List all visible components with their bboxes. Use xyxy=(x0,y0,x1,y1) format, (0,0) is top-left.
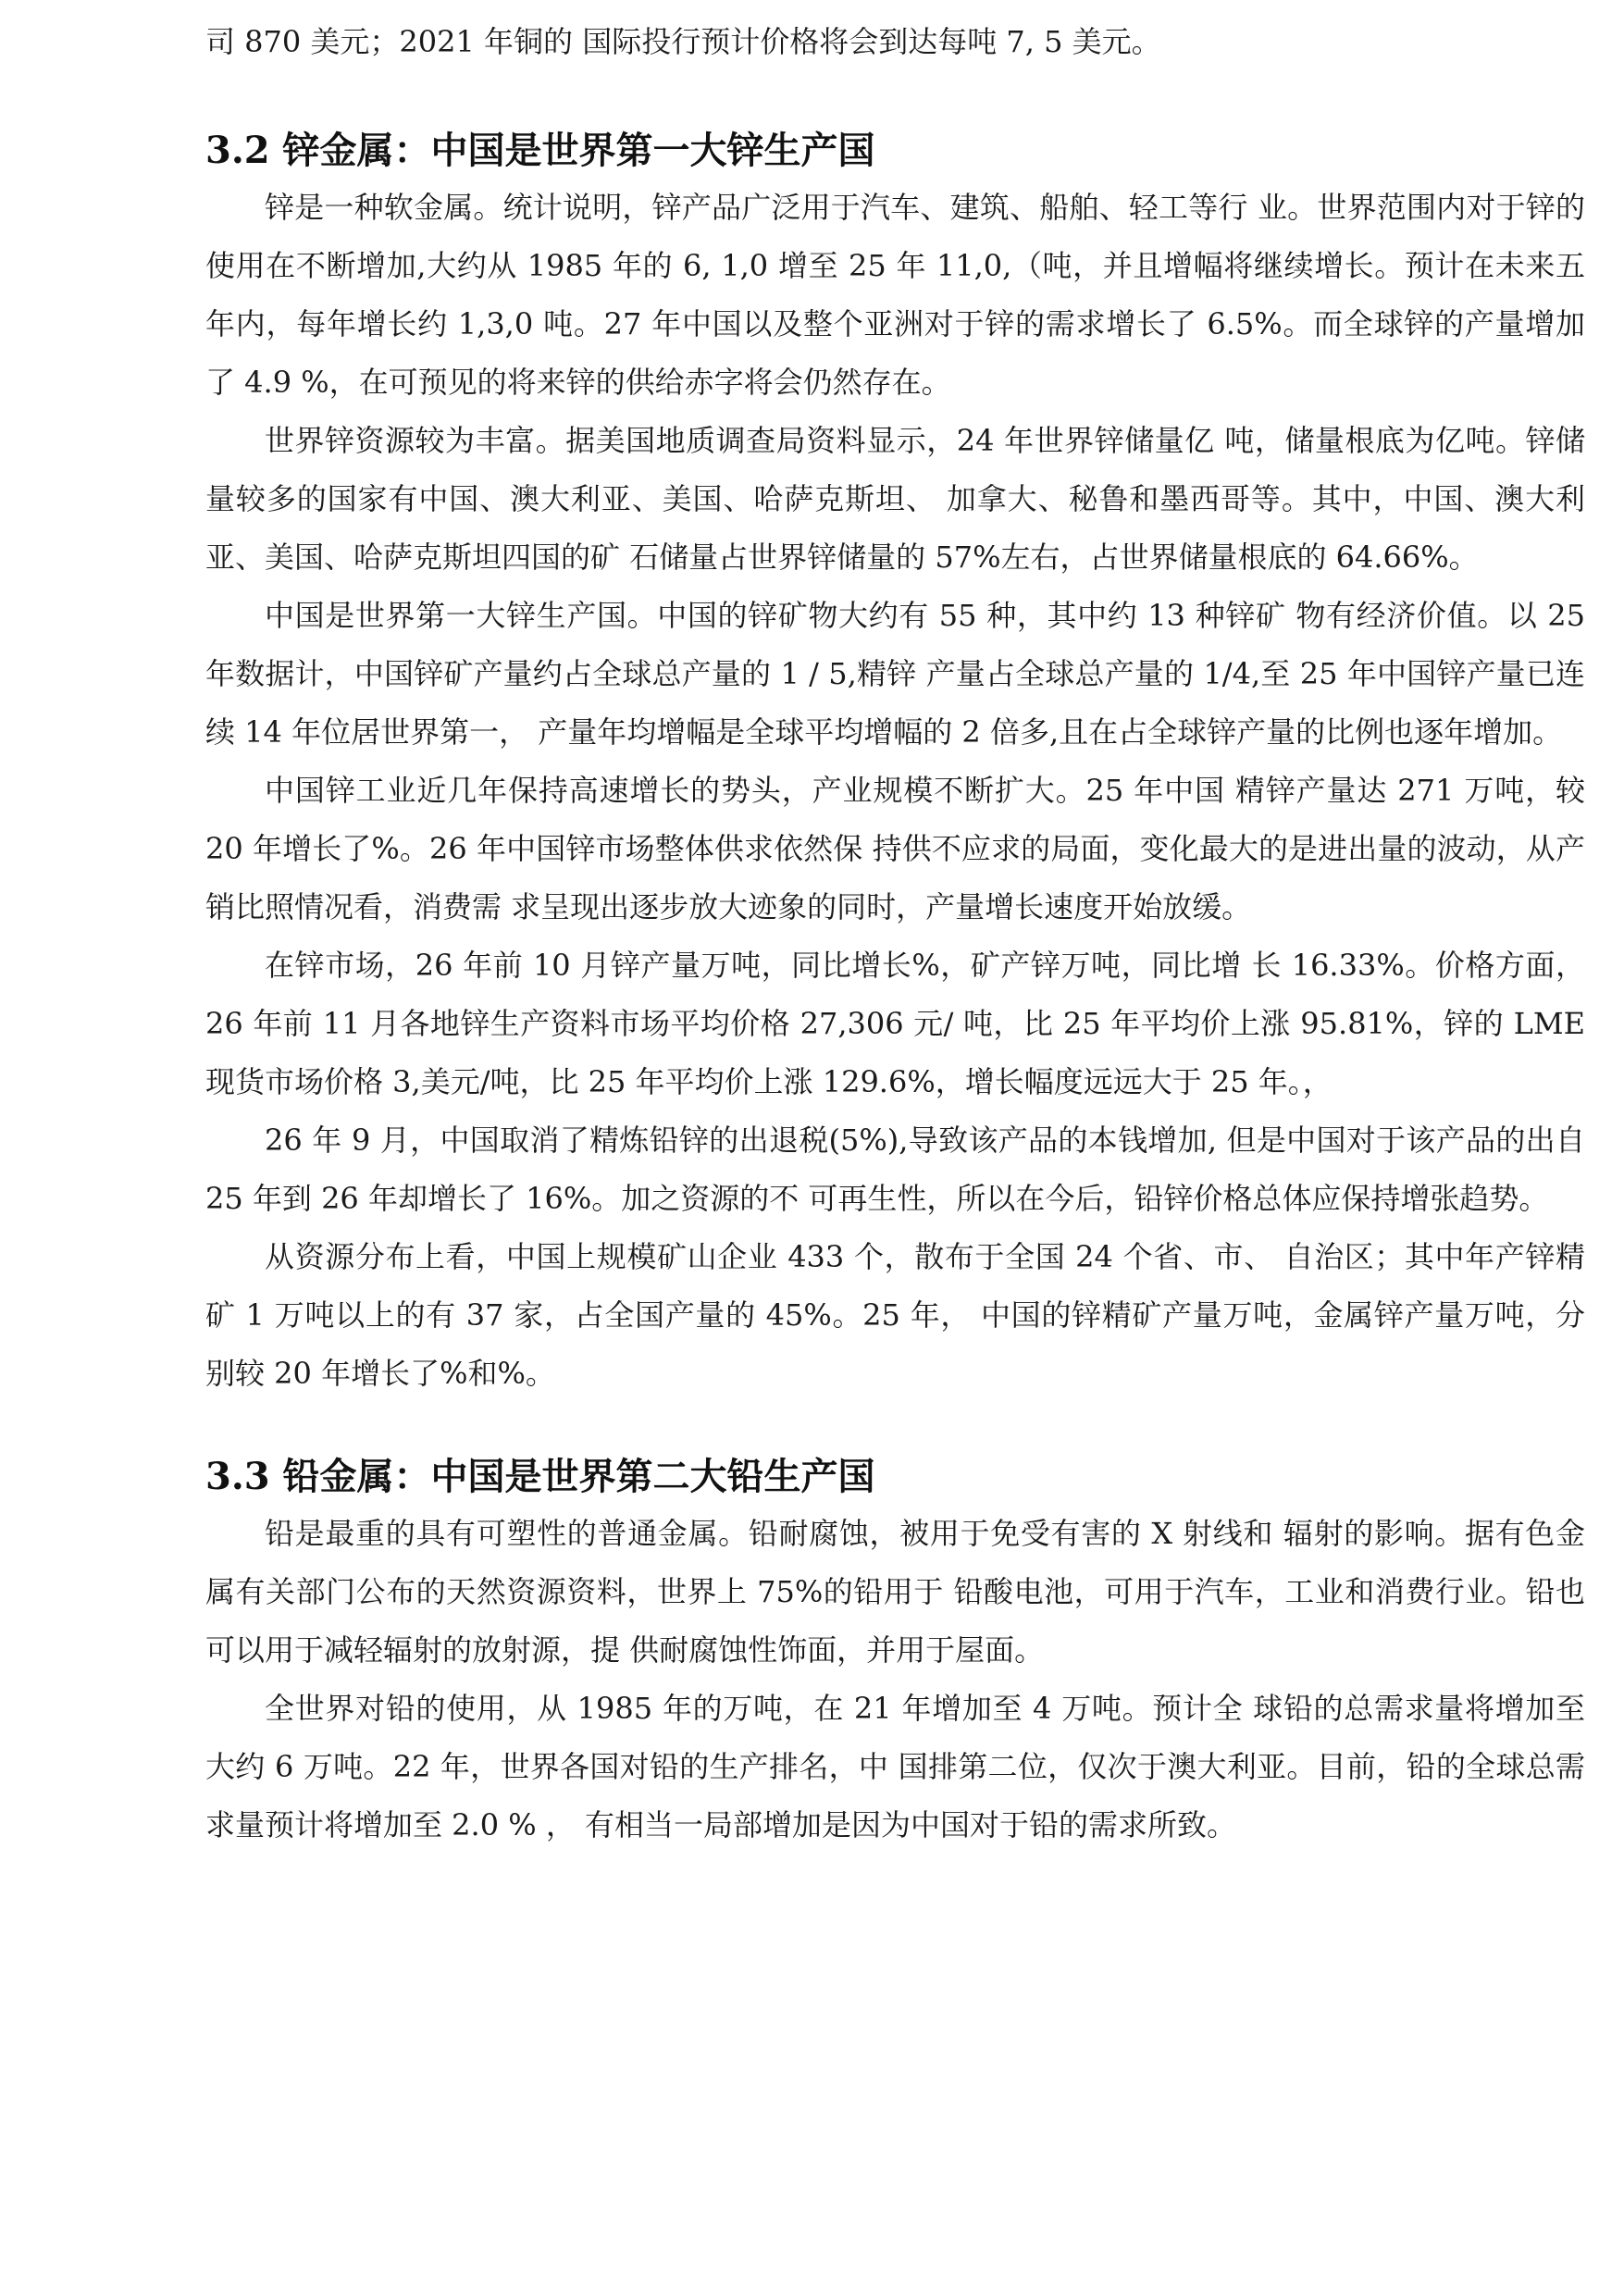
continuation-line: 司 870 美元；2021 年铜的 国际投行预计价格将会到达每吨 7, 5 美元。 xyxy=(205,24,1161,59)
section-heading-lead: 3.3 铅金属：中国是世界第二大铅生产国 xyxy=(205,1455,875,1498)
lead-paragraph: 铅是最重的具有可塑性的普通金属。铅耐腐蚀，被用于免受有害的 X 射线和 辐射的影响。据有色金属有关部门公布的天然资源资料，世界上 75%的铅用于 铅酸电池，可用于汽车，工业和消费行业。铅也可以用于减轻辐射的放射源，提 供耐腐蚀性饰面，并用于屋面。 xyxy=(205,1516,1585,1668)
zinc-paragraph: 中国是世界第一大锌生产国。中国的锌矿物大约有 55 种，其中约 13 种锌矿 物有经济价值。以 25 年数据计，中国锌矿产量约占全球总产量的 1 / 5,精锌 产量占全球总产量的 1/4,至 25 年中国锌产量已连续 14 年位居世界第一， 产量年均增幅是全球平均增幅的 2 倍多,且在占全球锌产量的比例也逐年增加。 xyxy=(205,598,1585,750)
zinc-paragraph: 锌是一种软金属。统计说明，锌产品广泛用于汽车、建筑、船舶、轻工等行 业。世界范围内对于锌的使用在不断增加,大约从 1985 年的 6, 1,0 增至 25 年 11,0,（吨，并且增幅将继续增长。预计在未来五年内，每年增长约 1,3,0 吨。27 年中国以及整个亚洲对于锌的需求增长了 6.5%。而全球锌的产量增加 了 4.9 %，在可预见的将来锌的供给赤字将会仍然存在。 xyxy=(205,190,1585,400)
zinc-paragraph: 世界锌资源较为丰富。据美国地质调查局资料显示，24 年世界锌储量亿 吨，储量根底为亿吨。锌储量较多的国家有中国、澳大利亚、美国、哈萨克斯坦、 加拿大、秘鲁和墨西哥等。其中，中国、澳大利亚、美国、哈萨克斯坦四国的矿 石储量占世界锌储量的 57%左右，占世界储量根底的 64.66%。 xyxy=(205,423,1585,575)
section-heading-zinc: 3.2 锌金属：中国是世界第一大锌生产国 xyxy=(205,129,875,172)
lead-paragraph: 全世界对铅的使用，从 1985 年的万吨，在 21 年增加至 4 万吨。预计全 球铅的总需求量将增加至大约 6 万吨。22 年，世界各国对铅的生产排名，中 国排第二位，仅次于澳大利亚。目前，铅的全球总需求量预计将增加至 2.0 % ， 有相当一局部增加是因为中国对于铅的需求所致。 xyxy=(205,1691,1585,1842)
zinc-paragraph: 26 年 9 月，中国取消了精炼铅锌的出退税(5%),导致该产品的本钱增加, 但是中国对于该产品的出自 25 年到 26 年却增长了 16%。加之资源的不 可再生性，所以在今后，铅锌价格总体应保持增张趋势。 xyxy=(205,1123,1585,1216)
zinc-paragraph: 从资源分布上看，中国上规模矿山企业 433 个，散布于全国 24 个省、市、 自治区；其中年产锌精矿 1 万吨以上的有 37 家，占全国产量的 45%。25 年， 中国的锌精矿产量万吨，金属锌产量万吨，分别较 20 年增长了%和%。 xyxy=(205,1239,1585,1391)
zinc-paragraph: 中国锌工业近几年保持高速增长的势头，产业规模不断扩大。25 年中国 精锌产量达 271 万吨，较 20 年增长了%。26 年中国锌市场整体供求依然保 持供不应求的局面，变化最大的是进出量的波动，从产销比照情况看，消费需 求呈现出逐步放大迹象的同时，产量增长速度开始放缓。 xyxy=(205,773,1585,924)
zinc-paragraph: 在锌市场，26 年前 10 月锌产量万吨，同比增长%，矿产锌万吨，同比增 长 16.33%。价格方面，26 年前 11 月各地锌生产资料市场平均价格 27,306 元/ 吨，比 25 年平均价上涨 95.81%，锌的 LME 现货市场价格 3,美元/吨，比 25 年平均价上涨 129.6%，增长幅度远远大于 25 年。， xyxy=(205,948,1585,1099)
